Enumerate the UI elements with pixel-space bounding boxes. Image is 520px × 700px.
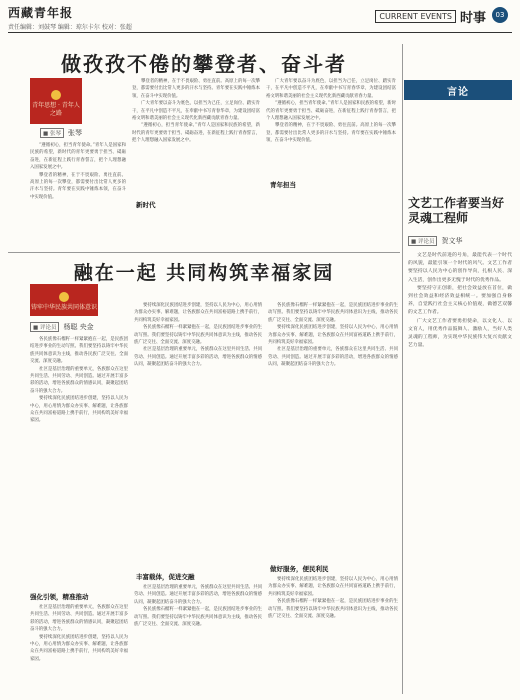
divider [8, 252, 400, 253]
article2-para: 社区是基层治理的重要单元，各族群众在这里共同生活、共同劳动、共同创造。通过开展丰富多彩的活动，增进各族群众的情感认同，凝聚起团结奋斗的强大合力。 [268, 347, 398, 368]
article1-para: 攀登者的精神，在于不畏艰险、勇往直前。高原上的每一次攀登，都需要付出比常人更多的汗水与坚持。青年要在实践中锤炼本领，在奋斗中实现价值。 [132, 79, 260, 99]
article2-col1b [30, 604, 128, 694]
article1-para: 攀登者的精神，在于不畏艰险、勇往直前。高原上的每一次攀登，都需要付出比常人更多的汗水与坚持。青年要在实践中锤炼本领，在奋斗中实现价值。 [266, 123, 396, 144]
masthead-rule [8, 32, 512, 33]
article1-author-tag: ■ 张琴 [40, 128, 64, 138]
article1-col1 [30, 142, 126, 250]
page-number: 03 [492, 7, 508, 23]
commentary-para: 文艺是时代前进的号角，最能代表一个时代的风貌，最能引领一个时代的风气。文艺工作者要坚持以人民为中心的创作导向，扎根人民、深入生活，创作出更多无愧于时代的优秀作品。 [408, 253, 512, 283]
commentary-band [404, 80, 512, 100]
article2-para: 各民族像石榴籽一样紧紧抱在一起，是民族团结进步事业的生动写照。我们要坚持以铸牢中华民族共同体意识为主线，推动各民族广泛交往、全面交流、深度交融。 [268, 599, 398, 620]
article1-subhead: 青年担当 [270, 181, 296, 189]
article1-author: 张琴 [67, 129, 82, 137]
article1-para: “遵循初心，担当青年使命。”青年人是国家和民族的希望，新时代的青年更要勇于担当、砥砺奋进，在新征程上践行青春誓言，把个人理想融入国家发展之中。 [30, 143, 126, 171]
article1-logo-caption: 青年思想 · 青年人之路 [32, 102, 80, 118]
editor-credits: 责任编辑：刘鼓琴 编辑：琼尔卡尔 校对：张超 [8, 24, 132, 31]
article2-para: 各民族像石榴籽一样紧紧抱在一起，是民族团结进步事业的生动写照。我们要坚持以铸牢中华民族共同体意识为主线，推动各民族广泛交往、全面交流、深度交融。 [268, 303, 398, 323]
article2-col2 [134, 302, 262, 566]
commentary-author-tag: ■ 评论员 [408, 236, 437, 246]
article2-para: 各民族像石榴籽一样紧紧抱在一起，是民族团结进步事业的生动写照。我们要坚持以铸牢中华民族共同体意识为主线，推动各民族广泛交往、全面交流、深度交融。 [134, 325, 262, 346]
commentary-para: 要坚持守正创新，把社会效益放在首位，做到社会效益和经济效益相统一。要加强自身修养，自觉践行社会主义核心价值观，做德艺双馨的文艺工作者。 [408, 285, 512, 316]
article2-col3 [268, 302, 398, 558]
article2-para: 要持续深化民族团结进步创建，坚持以人民为中心，用心用情为群众办实事、解难题，让各族群众在共同富裕道路上携手前行，共同构筑美好幸福家园。 [134, 303, 262, 323]
commentary-label: 言论 [447, 86, 469, 98]
masthead [8, 4, 512, 40]
article2-col2b [134, 584, 262, 694]
article1-para: 广大青年要以奋斗为底色，以担当为己任，立足岗位、踏实肯干，在平凡中创造不平凡，在奉献中书写青春华章，为建设团结富裕文明和谐美丽的社会主义现代化新西藏贡献青春力量。 [132, 101, 260, 122]
article2-author: 杨聪 央金 [63, 323, 94, 331]
article2-subhead: 丰富载体，促进交融 [136, 573, 195, 581]
paper-name: 西藏青年报 [8, 6, 74, 20]
article1-para: “遵循初心，担当青年使命。”青年人是国家和民族的希望，新时代的青年更要勇于担当、砥砺奋进，在新征程上践行青春誓言，把个人理想融入国家发展之中。 [266, 101, 396, 122]
article2-col1 [30, 336, 128, 586]
article2-subhead: 做好服务，便民利民 [270, 565, 329, 573]
article2-headline: 融在一起 共同构筑幸福家园 [73, 262, 335, 284]
section-cn: 时事 [459, 10, 486, 26]
article2-logo-caption: 铸牢中华民族共同体意识 [30, 304, 97, 311]
section-en: CURRENT EVENTS [375, 10, 456, 23]
article1-byline [40, 128, 82, 138]
article2-byline [30, 322, 94, 332]
commentary-byline [408, 236, 462, 246]
article2-para: 要持续深化民族团结进步创建，坚持以人民为中心，用心用情为群众办实事、解难题，让各族群众在共同富裕道路上携手前行，共同构筑美好幸福家园。 [30, 634, 128, 662]
article2-author-tag: ■ 评论员 [30, 322, 59, 332]
commentary-body [408, 252, 512, 694]
article1-subhead: 新时代 [136, 201, 156, 209]
emblem-icon [59, 292, 69, 302]
column-divider [402, 44, 403, 694]
article2-para: 要持续深化民族团结进步创建，坚持以人民为中心，用心用情为群众办实事、解难题，让各族群众在共同富裕道路上携手前行，共同构筑美好幸福家园。 [30, 396, 128, 424]
commentary-author: 贺文华 [441, 237, 463, 245]
article2-para: 社区是基层治理的重要单元，各族群众在这里共同生活、共同劳动、共同创造。通过开展丰富多彩的活动，增进各族群众的情感认同，凝聚起团结奋斗的强大合力。 [134, 585, 262, 605]
article2-para: 社区是基层治理的重要单元，各族群众在这里共同生活、共同劳动、共同创造。通过开展丰富多彩的活动，增进各族群众的情感认同，凝聚起团结奋斗的强大合力。 [30, 366, 128, 394]
commentary-title: 文艺工作者要当好灵魂工程师 [408, 196, 505, 225]
article1-col3 [266, 78, 396, 250]
article2-col3b [268, 576, 398, 694]
article2-subhead: 强化引领，精准推动 [30, 593, 89, 601]
article2-para: 要持续深化民族团结进步创建，坚持以人民为中心，用心用情为群众办实事、解难题，让各族群众在共同富裕道路上携手前行，共同构筑美好幸福家园。 [268, 325, 398, 346]
article1-para: “遵循初心，担当青年使命。”青年人是国家和民族的希望，新时代的青年更要勇于担当、砥砺奋进，在新征程上践行青春誓言，把个人理想融入国家发展之中。 [132, 123, 260, 144]
article1-headline: 做孜孜不倦的攀登者、奋斗者 [61, 52, 347, 76]
article1-logo [30, 78, 82, 124]
article1-col2 [132, 78, 260, 250]
article2-para: 社区是基层治理的重要单元，各族群众在这里共同生活、共同劳动、共同创造。通过开展丰富多彩的活动，增进各族群众的情感认同，凝聚起团结奋斗的强大合力。 [30, 605, 128, 633]
article2-logo [30, 284, 98, 316]
commentary-para: 广大文艺工作者要勇担使命，以文化人、以文育人，用优秀作品鼓舞人、激励人，当好人类灵魂的工程师，为实现中华民族伟大复兴贡献文艺力量。 [408, 318, 512, 349]
emblem-icon [51, 90, 61, 100]
article2-para: 各民族像石榴籽一样紧紧抱在一起，是民族团结进步事业的生动写照。我们要坚持以铸牢中华民族共同体意识为主线，推动各民族广泛交往、全面交流、深度交融。 [134, 607, 262, 628]
article2-para: 要持续深化民族团结进步创建，坚持以人民为中心，用心用情为群众办实事、解难题，让各族群众在共同富裕道路上携手前行，共同构筑美好幸福家园。 [268, 577, 398, 597]
section-label [375, 4, 486, 28]
article1-para: 广大青年要以奋斗为底色，以担当为己任，立足岗位、踏实肯干，在平凡中创造不平凡，在奉献中书写青春华章，为建设团结富裕文明和谐美丽的社会主义现代化新西藏贡献青春力量。 [266, 79, 396, 99]
article2-para: 各民族像石榴籽一样紧紧抱在一起，是民族团结进步事业的生动写照。我们要坚持以铸牢中华民族共同体意识为主线，推动各民族广泛交往、全面交流、深度交融。 [30, 337, 128, 365]
article1-para: 攀登者的精神，在于不畏艰险、勇往直前。高原上的每一次攀登，都需要付出比常人更多的汗水与坚持。青年要在实践中锤炼本领，在奋斗中实现价值。 [30, 172, 126, 200]
article2-para: 社区是基层治理的重要单元，各族群众在这里共同生活、共同劳动、共同创造。通过开展丰富多彩的活动，增进各族群众的情感认同，凝聚起团结奋斗的强大合力。 [134, 347, 262, 368]
